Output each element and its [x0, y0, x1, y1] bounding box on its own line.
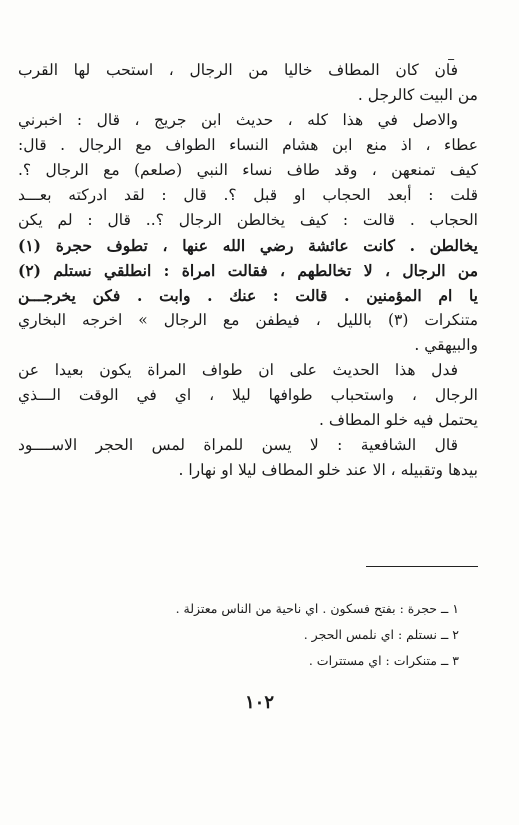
text-line: يا ام المؤمنين . قالت : عنك . وابت . فكن يخرجـــن: [18, 286, 478, 305]
text-line: عطاء ، اذ منع ابن هشام النساء الطواف مع الرجال . قال:: [18, 136, 478, 154]
text-line: والبيهقي .: [414, 336, 478, 354]
page-number: ١٠٢: [244, 692, 274, 713]
text-line: يخالطن . كانت عائشة رضي الله عنها ، تطوف حجرة (١): [18, 236, 478, 255]
text-line: من البيت كالرجل .: [357, 86, 478, 104]
footnote-2: ٢ ــ نستلم : اي نلمس الحجر .: [303, 627, 459, 642]
margin-mark: ــ: [448, 52, 454, 63]
footnotes: [39, 596, 459, 674]
footnote-1: ١ ــ حجرة : بفتح فسكون . اي ناحية من الناس معتزلة .: [175, 601, 459, 616]
text-line: كيف تمنعهن ، وقد طاف نساء النبي (صلعم) مع الرجال ؟.: [18, 161, 478, 179]
text-line: والاصل في هذا كله ، حديث ابن جريج ، قال : اخبرني: [18, 111, 458, 129]
text-line: بيدها وتقبيله ، الا عند خلو المطاف ليلا او نهارا .: [178, 461, 478, 479]
text-line: فدل هذا الحديث على ان طواف المراة يكون بعيدا عن: [18, 361, 458, 379]
text-line: من الرجال ، لا تخالطهم ، فقالت امراة : انطلقي نستلم (٢): [18, 261, 478, 280]
text-line: الرجال ، واستحباب طوافها ليلا ، اي في الوقت الـــذي: [18, 386, 478, 404]
footnote-separator: [366, 566, 478, 567]
footnote-3: ٣ ــ متنكرات : اي مستترات .: [308, 653, 459, 668]
text-line: قال الشافعية : لا يسن للمراة لمس الحجر الاســــود: [18, 436, 458, 454]
text-line: الحجاب . قالت : كيف يخالطن الرجال ؟.. قال : لم يكن: [18, 211, 478, 229]
text-line: يحتمل فيه خلو المطاف .: [319, 411, 478, 429]
text-line: قلت : أبعد الحجاب او قبل ؟. قال : لقد ادركته بعـــد: [18, 186, 478, 204]
text-line: فان كان المطاف خاليا من الرجال ، استحب لها القرب: [18, 61, 458, 79]
text-line: متنكرات (٣) بالليل ، فيطفن مع الرجال » اخرجه البخاري: [18, 311, 478, 329]
